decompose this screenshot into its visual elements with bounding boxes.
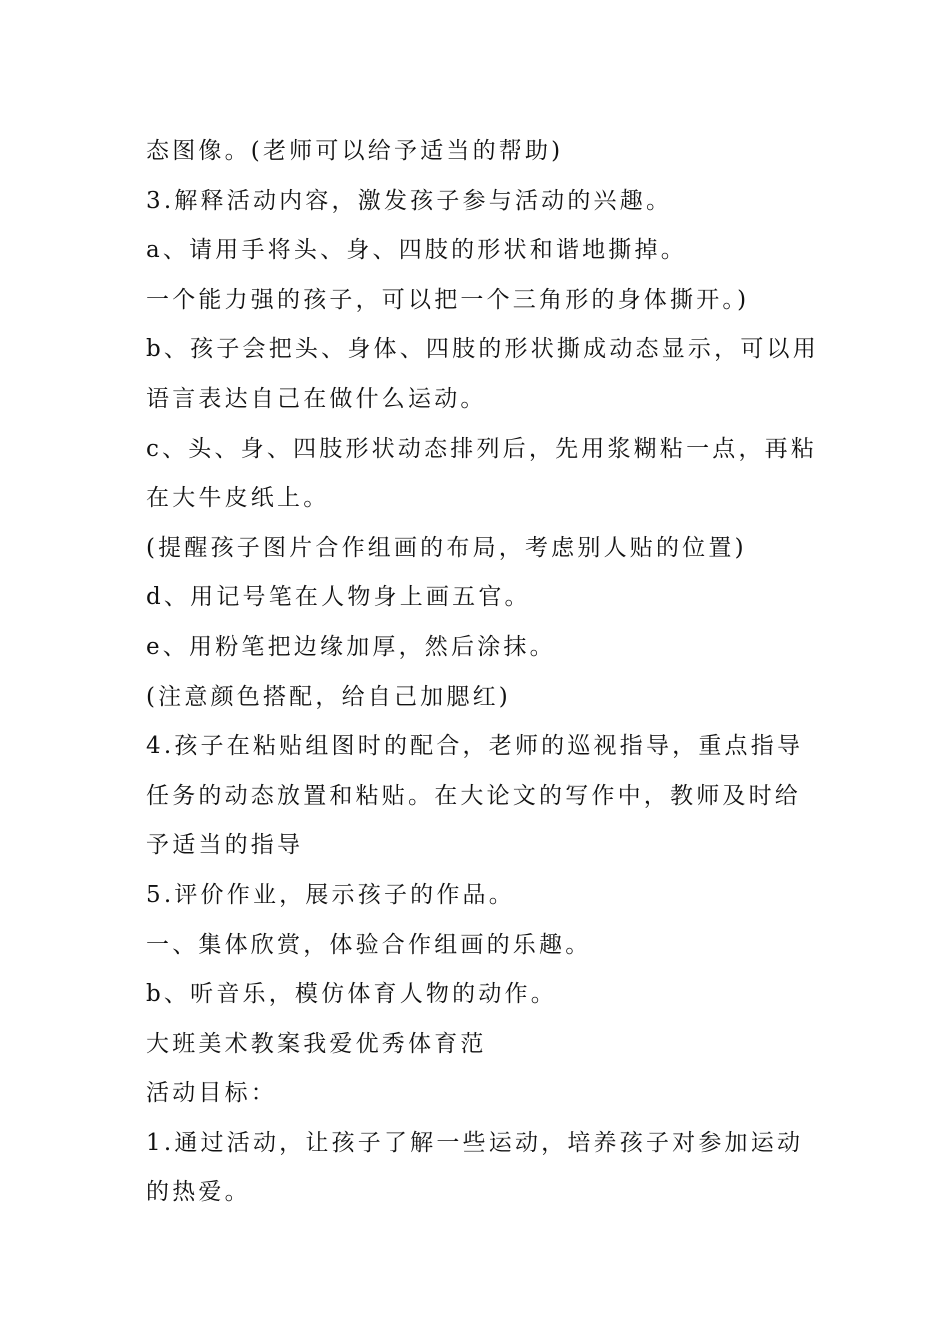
text-line: 一、集体欣赏，体验合作组画的乐趣。	[146, 931, 592, 958]
text-line: e、用粉笔把边缘加厚，然后涂抹。	[146, 633, 556, 660]
text-line: 在大牛皮纸上。	[146, 485, 330, 512]
text-line: 一个能力强的孩子，可以把一个三角形的身体撕开。)	[146, 286, 750, 313]
document-body	[146, 130, 819, 1221]
text-line: 予适当的指导	[146, 832, 304, 859]
text-line: (注意颜色搭配，给自己加腮红)	[146, 683, 511, 710]
text-line: 3.解释活动内容，激发孩子参与活动的兴趣。	[146, 187, 673, 214]
section-heading: 大班美术教案我爱优秀体育范	[146, 1030, 487, 1057]
text-line: b、听音乐，模仿体育人物的动作。	[146, 981, 557, 1008]
text-line: 1.通过活动，让孩子了解一些运动，培养孩子对参加运动	[146, 1129, 804, 1156]
text-line: (提醒孩子图片合作组画的布局，考虑别人贴的位置)	[146, 534, 747, 561]
text-line: b、孩子会把头、身体、四肢的形状撕成动态显示，可以用	[146, 336, 819, 363]
text-line: 语言表达自己在做什么运动。	[146, 385, 487, 412]
text-line: a、请用手将头、身、四肢的形状和谐地撕掉。	[146, 237, 687, 264]
text-line: 4.孩子在粘贴组图时的配合，老师的巡视指导，重点指导	[146, 733, 804, 760]
text-line: 任务的动态放置和粘贴。在大论文的写作中，教师及时给	[146, 782, 801, 809]
text-line: 活动目标：	[146, 1080, 277, 1107]
text-line: 态图像。(老师可以给予适当的帮助)	[146, 138, 564, 164]
text-line: d、用记号笔在人物身上画五官。	[146, 584, 531, 611]
text-line: 5.评价作业，展示孩子的作品。	[146, 881, 515, 908]
text-line: c、头、身、四肢形状动态排列后，先用浆糊粘一点，再粘	[146, 435, 818, 462]
text-line: 的热爱。	[146, 1179, 251, 1206]
